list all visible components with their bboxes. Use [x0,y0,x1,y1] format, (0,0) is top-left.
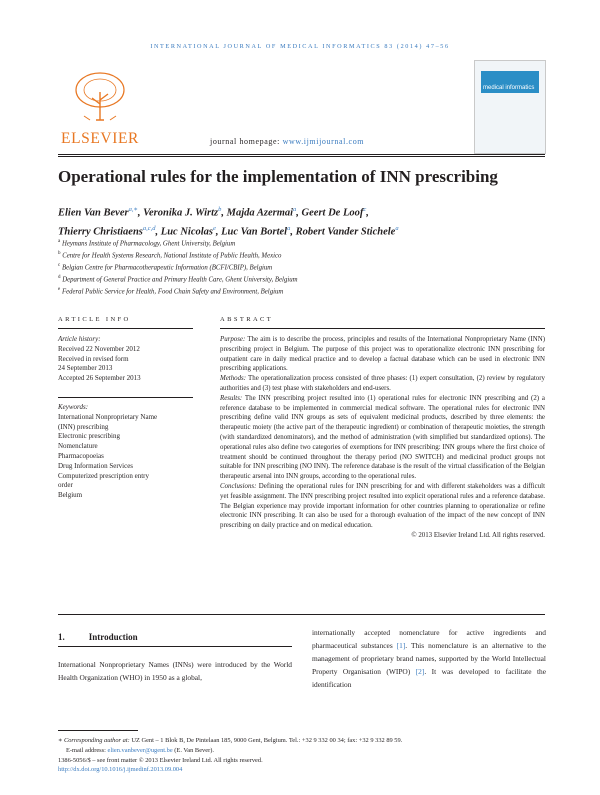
info-divider [58,384,193,398]
footnote-rule [58,730,138,731]
keyword: Belgium [58,491,83,500]
affiliation: $^b$ Centre for Health Systems Research, National Institute of Public Health, Mexico [58,251,282,260]
history-item: 24 September 2013 [58,364,113,373]
author-affil-sup: a [287,224,291,232]
author-affil-sup: a,c,d [142,224,156,232]
issn-line: 1386-5056/$ – see front matter © 2013 Elsevier Ireland Ltd. All rights reserved. [58,756,263,764]
abstract-bottom-rule [58,614,545,615]
footnotes [58,736,402,775]
author-affil-sup: a [293,206,297,213]
homepage-label: journal homepage: [210,137,280,146]
affiliation: $^d$ Department of General Practice and Primary Health Care, Ghent University, Belgium [58,275,298,284]
keyword: Computerized prescription entry [58,471,149,480]
intro-paragraph-left: International Nonproprietary Names (INNs) were introduced by the World Health Organization (WHO) in 1950 as a global, [58,660,292,682]
elsevier-logo [58,70,142,152]
abstract-methods: Methods: The operationalization process consisted of three phases: (1) expert consultation, (2) review by regulatory authorities and (3) test phase with stakeholders and end-users. [220,375,545,392]
keyword: Drug Information Services [58,461,134,470]
copyright: © 2013 Elsevier Ireland Ltd. All rights reserved. [411,531,545,539]
history-item: Accepted 26 September 2013 [58,374,141,383]
keywords-label: Keywords: [58,402,89,411]
affiliation: $^c$ Belgian Centre for Pharmacotherapeutic Information (BCFI/CBIP), Belgium [58,263,273,272]
abstract-conclusions: Conclusions: Defining the operational rules for INN prescribing for and with different stakeholders was a difficult yet feasible assignment. The INN prescribing project resulted into explicit operational rules and a reference database. The Belgian experience may provide important information for other countries planning to operationalize or refine electronic INN prescribing. It can also be used for a thorough evaluation of the impact of the new concept of INN prescribing on daily practice and on medical education. [220,482,545,530]
reference-link[interactable]: [1] [396,641,406,650]
keyword: Nomenclature [58,442,98,451]
abstract-results: Results: The INN prescribing project resulted into (1) operational rules for electronic INN prescribing and (2) a reference database to be implemented in commercial medical software. The operational rules for electronic INN prescribing define valid INN groups as sets of equivalent medicinal products, described by three elements: the therapeutic moiety (the active part of the therapeutic ingredient) or combination of therapeutic moieties, the strength (with standardized denominators), and the method of administration (with simplified but standardized options). The operational rules also define two categories of exemptions for INN prescribing: INN groups where the first choice of treatment should be continued throughout the therapy period (NO SWITCH) and medicinal product groups not suitable for INN prescribing (NO INN). The reference database is the result of the virtual classification of the Belgian therapeutic arsenal into INN groups, according to the operational rules. [220,394,545,481]
journal-homepage [210,137,364,146]
abstract-body [220,335,545,541]
author[interactable]: Majda Azermai [226,207,294,219]
header-divider [58,154,545,155]
abstract-purpose: Purpose: The aim is to describe the process, principles and results of the International Nonproprietary Name (INN) prescribing project in Belgium. The purpose of this project was to operationalize electronic INN prescribing for outpatient care in daily medical practice and to develop a factual database which can be used in electronic INN prescribing applications. [220,336,545,373]
reference-link[interactable]: [2] [415,667,425,676]
author[interactable]: Veronika J. Wirtz [143,207,219,219]
doi-link[interactable]: http://dx.doi.org/10.1016/j.ijmedinf.2013.09.004 [58,766,183,774]
affiliation: $^a$ Heymans Institute of Pharmacology, Ghent University, Belgium [58,239,236,248]
corresponding-author: ∗ Corresponding author at: UZ Gent – 1 Blok B, De Pintelaan 185, 9000 Gent, Belgium. Tel.: +32 9 332 00 34; fax: +32 9 332 89 59. [58,737,403,744]
section-heading-introduction [58,632,138,642]
author[interactable]: Elien Van Bever [58,207,129,219]
author-line-1: Elien Van Bever$^{a,∗}$, Veronika J. Wirtz$^b$, Majda Azermai$^a$, Geert De Loof$^c$, [58,206,369,219]
cover-title: medical informatics [483,85,535,91]
journal-citation: INTERNATIONAL JOURNAL OF MEDICAL INFORMATICS 83 (2014) 47–56 [150,43,450,50]
header-divider-thin [58,156,545,157]
article-info [58,335,193,501]
author[interactable]: Luc Nicolas [160,226,213,237]
keyword: Pharmacopoeias [58,451,104,460]
author[interactable]: Geert De Loof [301,207,364,219]
keyword: International Nonproprietary Name [58,412,158,421]
affiliations [58,237,298,297]
author-affil-sup: a [395,224,399,232]
section-number: 1. [58,632,65,642]
homepage-link[interactable]: www.ijmijournal.com [282,137,365,146]
publisher-name: ELSEVIER [61,130,139,147]
author[interactable]: Thierry Christiaens [58,226,143,237]
history-label: Article history: [58,335,101,343]
email-line: E-mail address: elien.vanbever@ugent.be (E. Van Bever). [66,746,214,754]
keyword: (INN) prescribing [58,422,109,431]
intro-paragraph-right: internationally accepted nomenclature for active ingredients and pharmaceutical substances [1]. This nomenclature is an alternative to the management of proprietary brand names, supported by the World Intellectual Property Organisation (WIPO) [2]. It was developed to facilitate the identification [312,628,546,689]
keyword: order [58,481,73,490]
author-affil-sup: a,∗ [128,206,138,213]
article-info-heading: ARTICLE INFO [58,316,131,323]
abstract-heading: ABSTRACT [220,316,274,323]
author-affil-sup: b [218,206,222,213]
email-link[interactable]: elien.vanbever@ugent.be [107,746,173,754]
keyword: Electronic prescribing [58,432,121,441]
article-title: Operational rules for the implementation of INN prescribing [58,167,498,186]
section-title: Introduction [88,632,138,642]
elsevier-tree-icon [70,70,130,125]
author-list [58,202,538,239]
affiliation: $^e$ Federal Public Service for Health, Food Chain Safety and Environment, Belgium [58,287,284,296]
author[interactable]: Luc Van Bortel [221,226,288,237]
journal-cover-image [474,60,546,154]
author-line-2: Thierry Christiaens$^{a,c,d}$, Luc Nicolas$^e$, Luc Van Bortel$^a$, Robert Vander Stichele$^a$ [58,224,399,237]
history-item: Received 22 November 2012 [58,344,140,353]
author[interactable]: Robert Vander Stichele [295,226,396,237]
author-affil-sup: c [363,206,367,213]
article-info-rule [58,328,193,329]
abstract-rule [220,328,545,329]
author-affil-sup: e [213,224,216,232]
history-item: Received in revised form [58,354,129,363]
